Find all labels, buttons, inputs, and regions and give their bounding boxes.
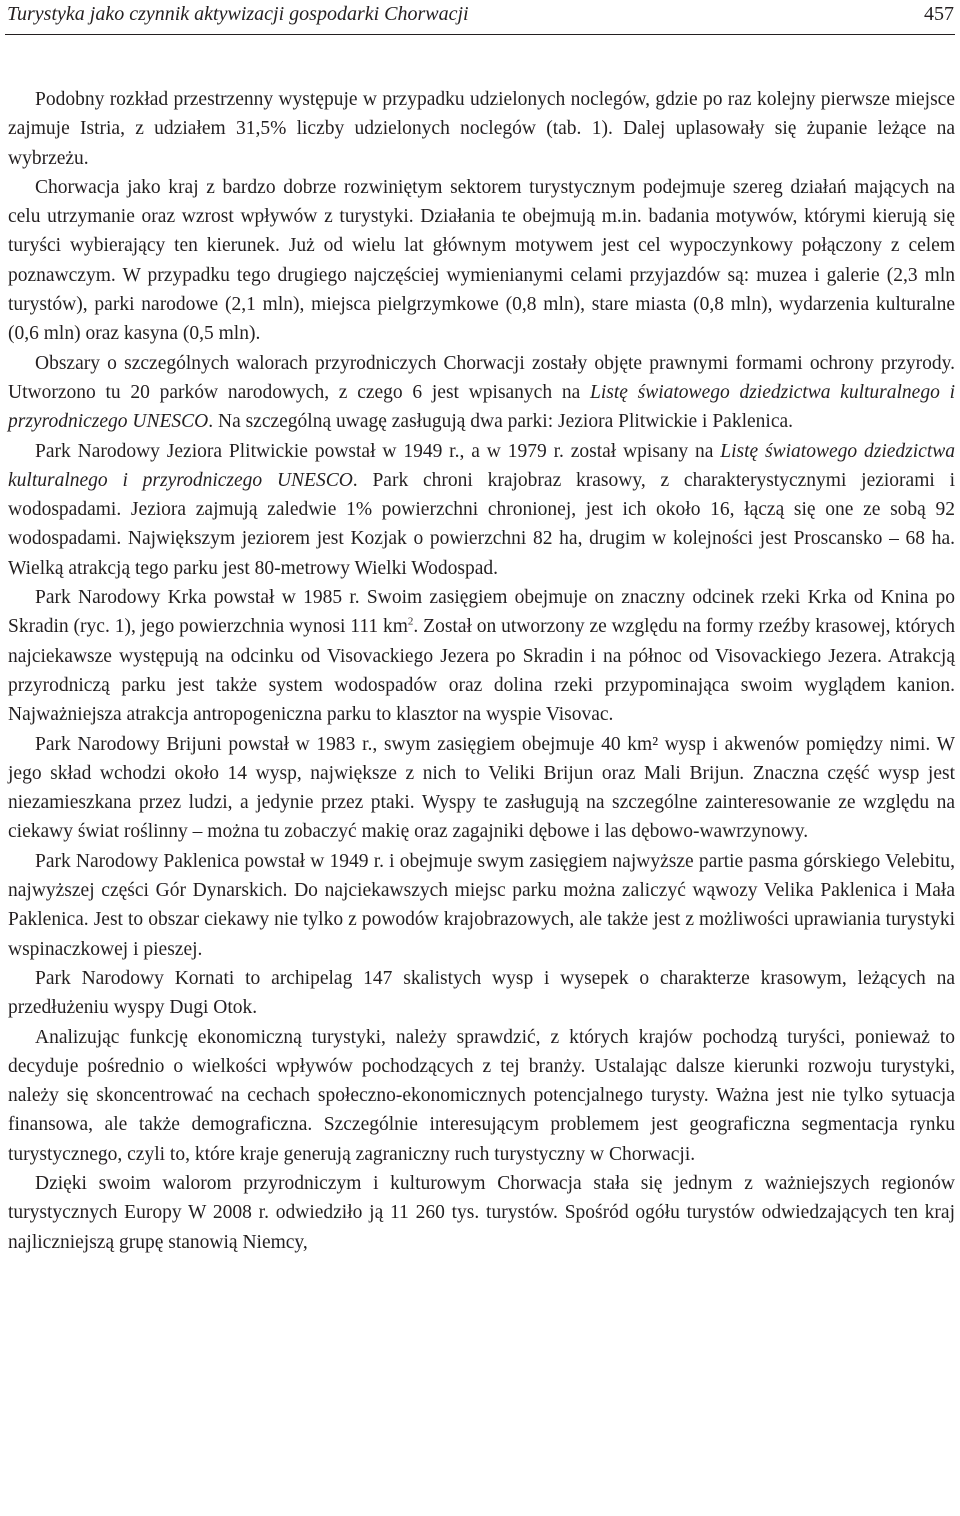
text-segment: . Został on utworzony ze względu na formy rzeźby krasowej, których najciekawsze występują na odcinku od Visovackiego Jezera po Skradin i na północ od Visovackiego Jezera. Atrakcją przyrodniczą parku jest także system wodospadów oraz dolina rzeki przypominająca swoim wyglądem kanion. Najważniejsza atrakcja antropogeniczna parku to klasztor na wyspie Visovac. <box>8 616 955 726</box>
paragraph <box>8 964 955 1023</box>
header-rule <box>5 34 955 35</box>
text-segment: Podobny rozkład przestrzenny występuje w przypadku udzielonych noclegów, gdzie po raz kolejny pierwsze miejsce zajmuje Istria, z udziałem 31,5% liczby udzielonych noclegów (tab. 1). Dalej uplasowały się żupanie leżące na wybrzeżu. <box>8 89 955 169</box>
paragraph <box>8 349 955 437</box>
paragraph <box>8 85 955 173</box>
paragraph <box>8 437 955 583</box>
text-segment: Chorwacja jako kraj z bardzo dobrze rozwiniętym sektorem turystycznym podejmuje szereg działań mających na celu utrzymanie oraz wzrost wpływów z turystyki. Działania te obejmują m.in. badania motywów, którymi kierują się turyści wybierający ten kierunek. Już od wielu lat głównym motywem jest cel wypoczynkowy połączony z celem poznawczym. W przypadku tego drugiego najczęściej wymienianymi celami przyjazdów są: muzea i galerie (2,3 mln turystów), parki narodowe (2,1 mln), miejsca pielgrzymkowe (0,8 mln), stare miasta (0,8 mln), wydarzenia kulturalne (0,6 mln) oraz kasyna (0,5 mln). <box>8 176 955 345</box>
italic-title: Listę światowego dziedzictwa kulturalnego i przyrodniczego UNESCO <box>8 381 955 433</box>
paragraph <box>8 730 955 847</box>
paragraph <box>8 173 955 349</box>
superscript: 2 <box>407 615 414 628</box>
paragraph <box>8 847 955 964</box>
page-header <box>0 0 960 38</box>
text-segment: Park Narodowy Jeziora Plitwickie powstał w 1949 r., a w 1979 r. został wpisany na <box>35 440 721 462</box>
text-segment: . Na szczególną uwagę zasługują dwa parki: Jeziora Plitwickie i Paklenica. <box>208 411 794 433</box>
text-segment: . Park chroni krajobraz krasowy, z charakterystycznymi jeziorami i wodospadami. Jeziora zajmują zaledwie 1% powierzchni chronionej, jest ich około 16, łączą się one ze sobą 92 wodospadami. Największym jeziorem jest Kozjak o powierzchni 82 ha, drugim w kolejności jest Proscansko – 68 ha. Wielką atrakcją tego parku jest 80-metrowy Wielki Wodospad. <box>8 469 955 579</box>
page-number: 457 <box>924 3 954 25</box>
italic-title: Listę światowego dziedzictwa kulturalnego i przyrodniczego UNESCO <box>8 440 955 491</box>
text-segment: Analizując funkcję ekonomiczną turystyki, należy sprawdzić, z których krajów pochodzą turyści, ponieważ to decyduje pośrednio o wielkości wpływów pochodzących z tej branży. Ustalając dalsze kierunki rozwoju turystyki, należy się skoncentrować na cechach społeczno-ekonomicznych potencjalnego turysty. Ważna jest nie tylko sytuacja finansowa, ale także demograficzna. Szczególnie interesującym problemem jest geograficzna segmentacja rynku turystycznego, czyli to, które kraje generują zagraniczny ruch turystyczny w Chorwacji. <box>8 1026 955 1165</box>
body-text <box>8 85 955 1257</box>
paragraph <box>8 1023 955 1169</box>
paragraph <box>8 583 955 729</box>
text-segment: Park Narodowy Brijuni powstał w 1983 r., swym zasięgiem obejmuje 40 km² wysp i akwenów pomiędzy nimi. W jego skład wchodzi około 14 wysp, największe z nich to Veliki Brijun oraz Mali Brijun. Znaczna część wysp jest niezamieszkana przez ludzi, a jedynie przez ptaki. Wyspy te zasługują na szczególne zainteresowanie ze względu na ciekawy świat roślinny – można tu zobaczyć makię oraz zagajniki dębowe i las dębowo-wawrzynowy. <box>8 733 955 843</box>
paragraph <box>8 1169 955 1257</box>
text-segment: Park Narodowy Krka powstał w 1985 r. Swoim zasięgiem obejmuje on znaczny odcinek rzeki Krka od Knina po Skradin (ryc. 1), jego powierzchnia wynosi 111 km <box>8 587 955 638</box>
text-segment: Park Narodowy Kornati to archipelag 147 skalistych wysp i wysepek o charakterze krasowym, leżących na przedłużeniu wyspy Dugi Otok. <box>8 967 955 1019</box>
text-segment: Obszary o szczególnych walorach przyrodniczych Chorwacji zostały objęte prawnymi formami ochrony przyrody. Utworzono tu 20 parków narodowych, z czego 6 jest wpisanych na <box>8 352 955 403</box>
text-segment: Park Narodowy Paklenica powstał w 1949 r. i obejmuje swym zasięgiem najwyższe partie pasma górskiego Velebitu, najwyższej części Gór Dynarskich. Do najciekawszych miejsc parku można zaliczyć wąwozy Velika Paklenica i Mała Paklenica. Jest to obszar ciekawy nie tylko z powodów krajobrazowych, ale także jest z możliwości uprawiania turystyki wspinaczkowej i pieszej. <box>8 850 955 960</box>
text-segment: Dzięki swoim walorom przyrodniczym i kulturowym Chorwacja stała się jednym z ważniejszych regionów turystycznych Europy W 2008 r. odwiedziło ją 11 260 tys. turystów. Spośród ogółu turystów odwiedzających ten kraj najliczniejszą grupę stanowią Niemcy, <box>8 1172 955 1253</box>
running-title: Turystyka jako czynnik aktywizacji gospodarki Chorwacji <box>7 3 469 25</box>
